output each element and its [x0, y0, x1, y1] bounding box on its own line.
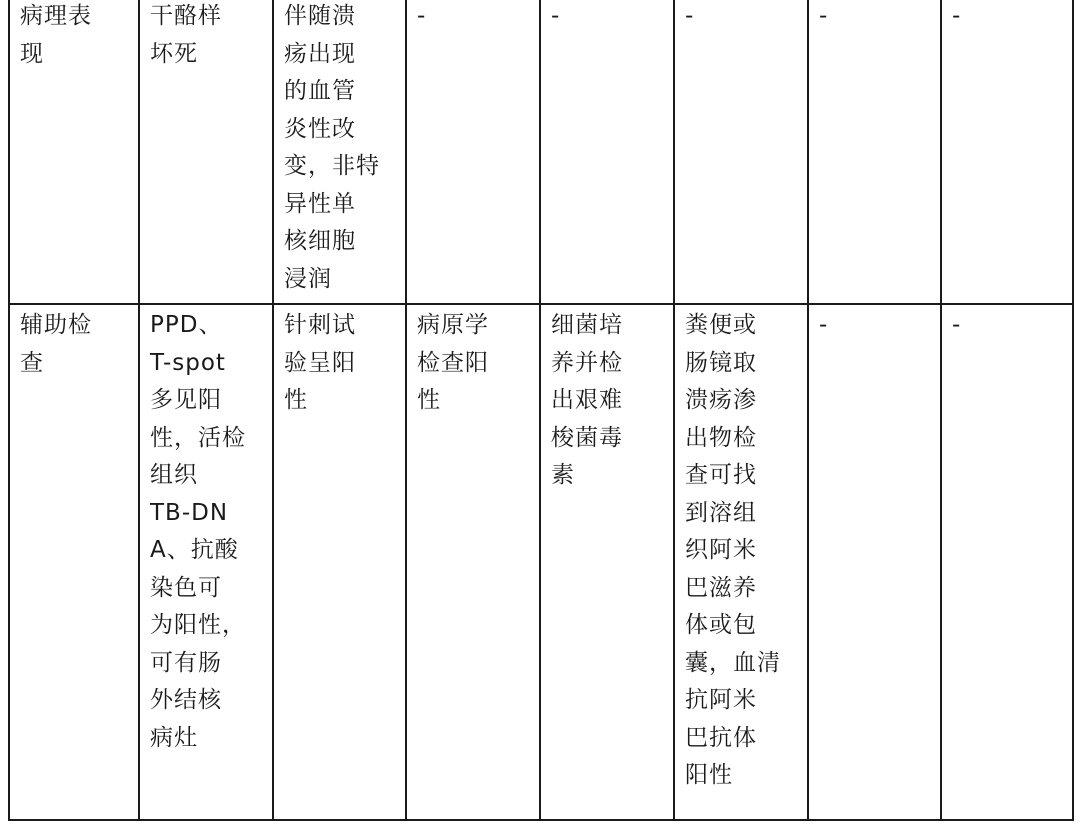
- row-header-cell: [9, 304, 139, 820]
- cell-text-line: PPD、: [150, 312, 223, 338]
- cell-text-line: 辅助检: [20, 312, 92, 338]
- row-header-cell: [9, 0, 139, 304]
- cell-text-line: 病理表: [20, 3, 92, 29]
- cell-text-line: 抗阿米: [685, 687, 757, 713]
- comparison-table: [8, 0, 1072, 823]
- cell-text-line: 细菌培: [551, 312, 623, 338]
- table-cell: [540, 304, 674, 820]
- table-cell: [273, 0, 406, 304]
- cell-text-line: 伴随溃: [284, 3, 356, 29]
- cell-text-line: 干酪样: [150, 3, 222, 29]
- cell-text-line: 溃疡渗: [685, 387, 757, 413]
- cell-text-line: 病灶: [150, 724, 198, 751]
- cell-text-line: 巴滋养: [685, 574, 757, 601]
- cell-text-line: -: [819, 3, 829, 29]
- cell-text-line: 囊，血清: [685, 649, 781, 676]
- cell-text-line: 出艰难: [551, 387, 623, 413]
- table-cell: [808, 304, 941, 820]
- cell-text-line: -: [417, 3, 427, 29]
- table-cell: [941, 304, 1073, 820]
- cell-text-line: 的血管: [284, 78, 356, 104]
- table-cell: [808, 0, 941, 304]
- cell-text-line: 坏死: [150, 40, 198, 67]
- cell-text-line: TB-DN: [150, 499, 229, 526]
- cell-text-line: 梭菌毒: [551, 424, 623, 451]
- cell-text-line: -: [952, 312, 962, 338]
- cell-text-line: 病原学: [417, 312, 489, 338]
- table-cell: [674, 304, 808, 820]
- table: [8, 0, 1074, 821]
- cell-text-line: -: [952, 3, 962, 29]
- cell-text-line: 验呈阳: [284, 349, 356, 376]
- cell-text-line: 到溶组: [685, 499, 757, 526]
- cell-text-line: -: [819, 312, 829, 338]
- cell-text-line: 查可找: [685, 462, 757, 488]
- table-cell: [941, 0, 1073, 304]
- cell-text-line: 巴抗体: [685, 724, 757, 751]
- cell-text-line: 肠镜取: [685, 349, 757, 376]
- table-cell: [273, 304, 406, 820]
- cell-text-line: 染色可: [150, 574, 222, 601]
- cell-text-line: -: [551, 3, 561, 29]
- cell-text-line: T-spot: [150, 349, 226, 376]
- cell-text-line: 疡出现: [284, 40, 356, 67]
- cell-text-line: 为阳性，: [150, 612, 246, 638]
- table-cell: [406, 0, 540, 304]
- cell-text-line: 现: [20, 40, 44, 67]
- cell-text-line: 检查阳: [417, 349, 489, 376]
- cell-text-line: 素: [551, 462, 575, 488]
- cell-text-line: 组织: [150, 462, 198, 488]
- cell-text-line: 织阿米: [685, 537, 757, 563]
- cell-text-line: 外结核: [150, 687, 222, 713]
- table-cell: [139, 304, 273, 820]
- table-cell: [540, 0, 674, 304]
- cell-text-line: 出物检: [685, 424, 757, 451]
- cell-text-line: 性，活检: [150, 424, 246, 451]
- cell-text-line: 养并检: [551, 349, 623, 376]
- table-cell: [674, 0, 808, 304]
- table-row-auxiliary-exam: [9, 304, 1073, 820]
- cell-text-line: 炎性改: [284, 115, 356, 142]
- cell-text-line: 粪便或: [685, 312, 757, 338]
- cell-text-line: 变，非特: [284, 153, 380, 179]
- cell-text-line: 可有肠: [150, 649, 222, 676]
- table-cell: [406, 304, 540, 820]
- cell-text-line: A、抗酸: [150, 537, 239, 563]
- cell-text-line: 性: [284, 387, 308, 413]
- cell-text-line: 浸润: [284, 265, 332, 292]
- cell-text-line: 体或包: [685, 612, 757, 638]
- cell-text-line: -: [685, 3, 695, 29]
- cell-text-line: 查: [20, 349, 44, 376]
- table-row-pathology: [9, 0, 1073, 304]
- cell-text-line: 性: [417, 387, 441, 413]
- cell-text-line: 异性单: [284, 190, 356, 217]
- cell-text-line: 针刺试: [284, 312, 356, 338]
- cell-text-line: 阳性: [685, 762, 733, 788]
- cell-text-line: 核细胞: [284, 228, 356, 254]
- cell-text-line: 多见阳: [150, 387, 222, 413]
- table-cell: [139, 0, 273, 304]
